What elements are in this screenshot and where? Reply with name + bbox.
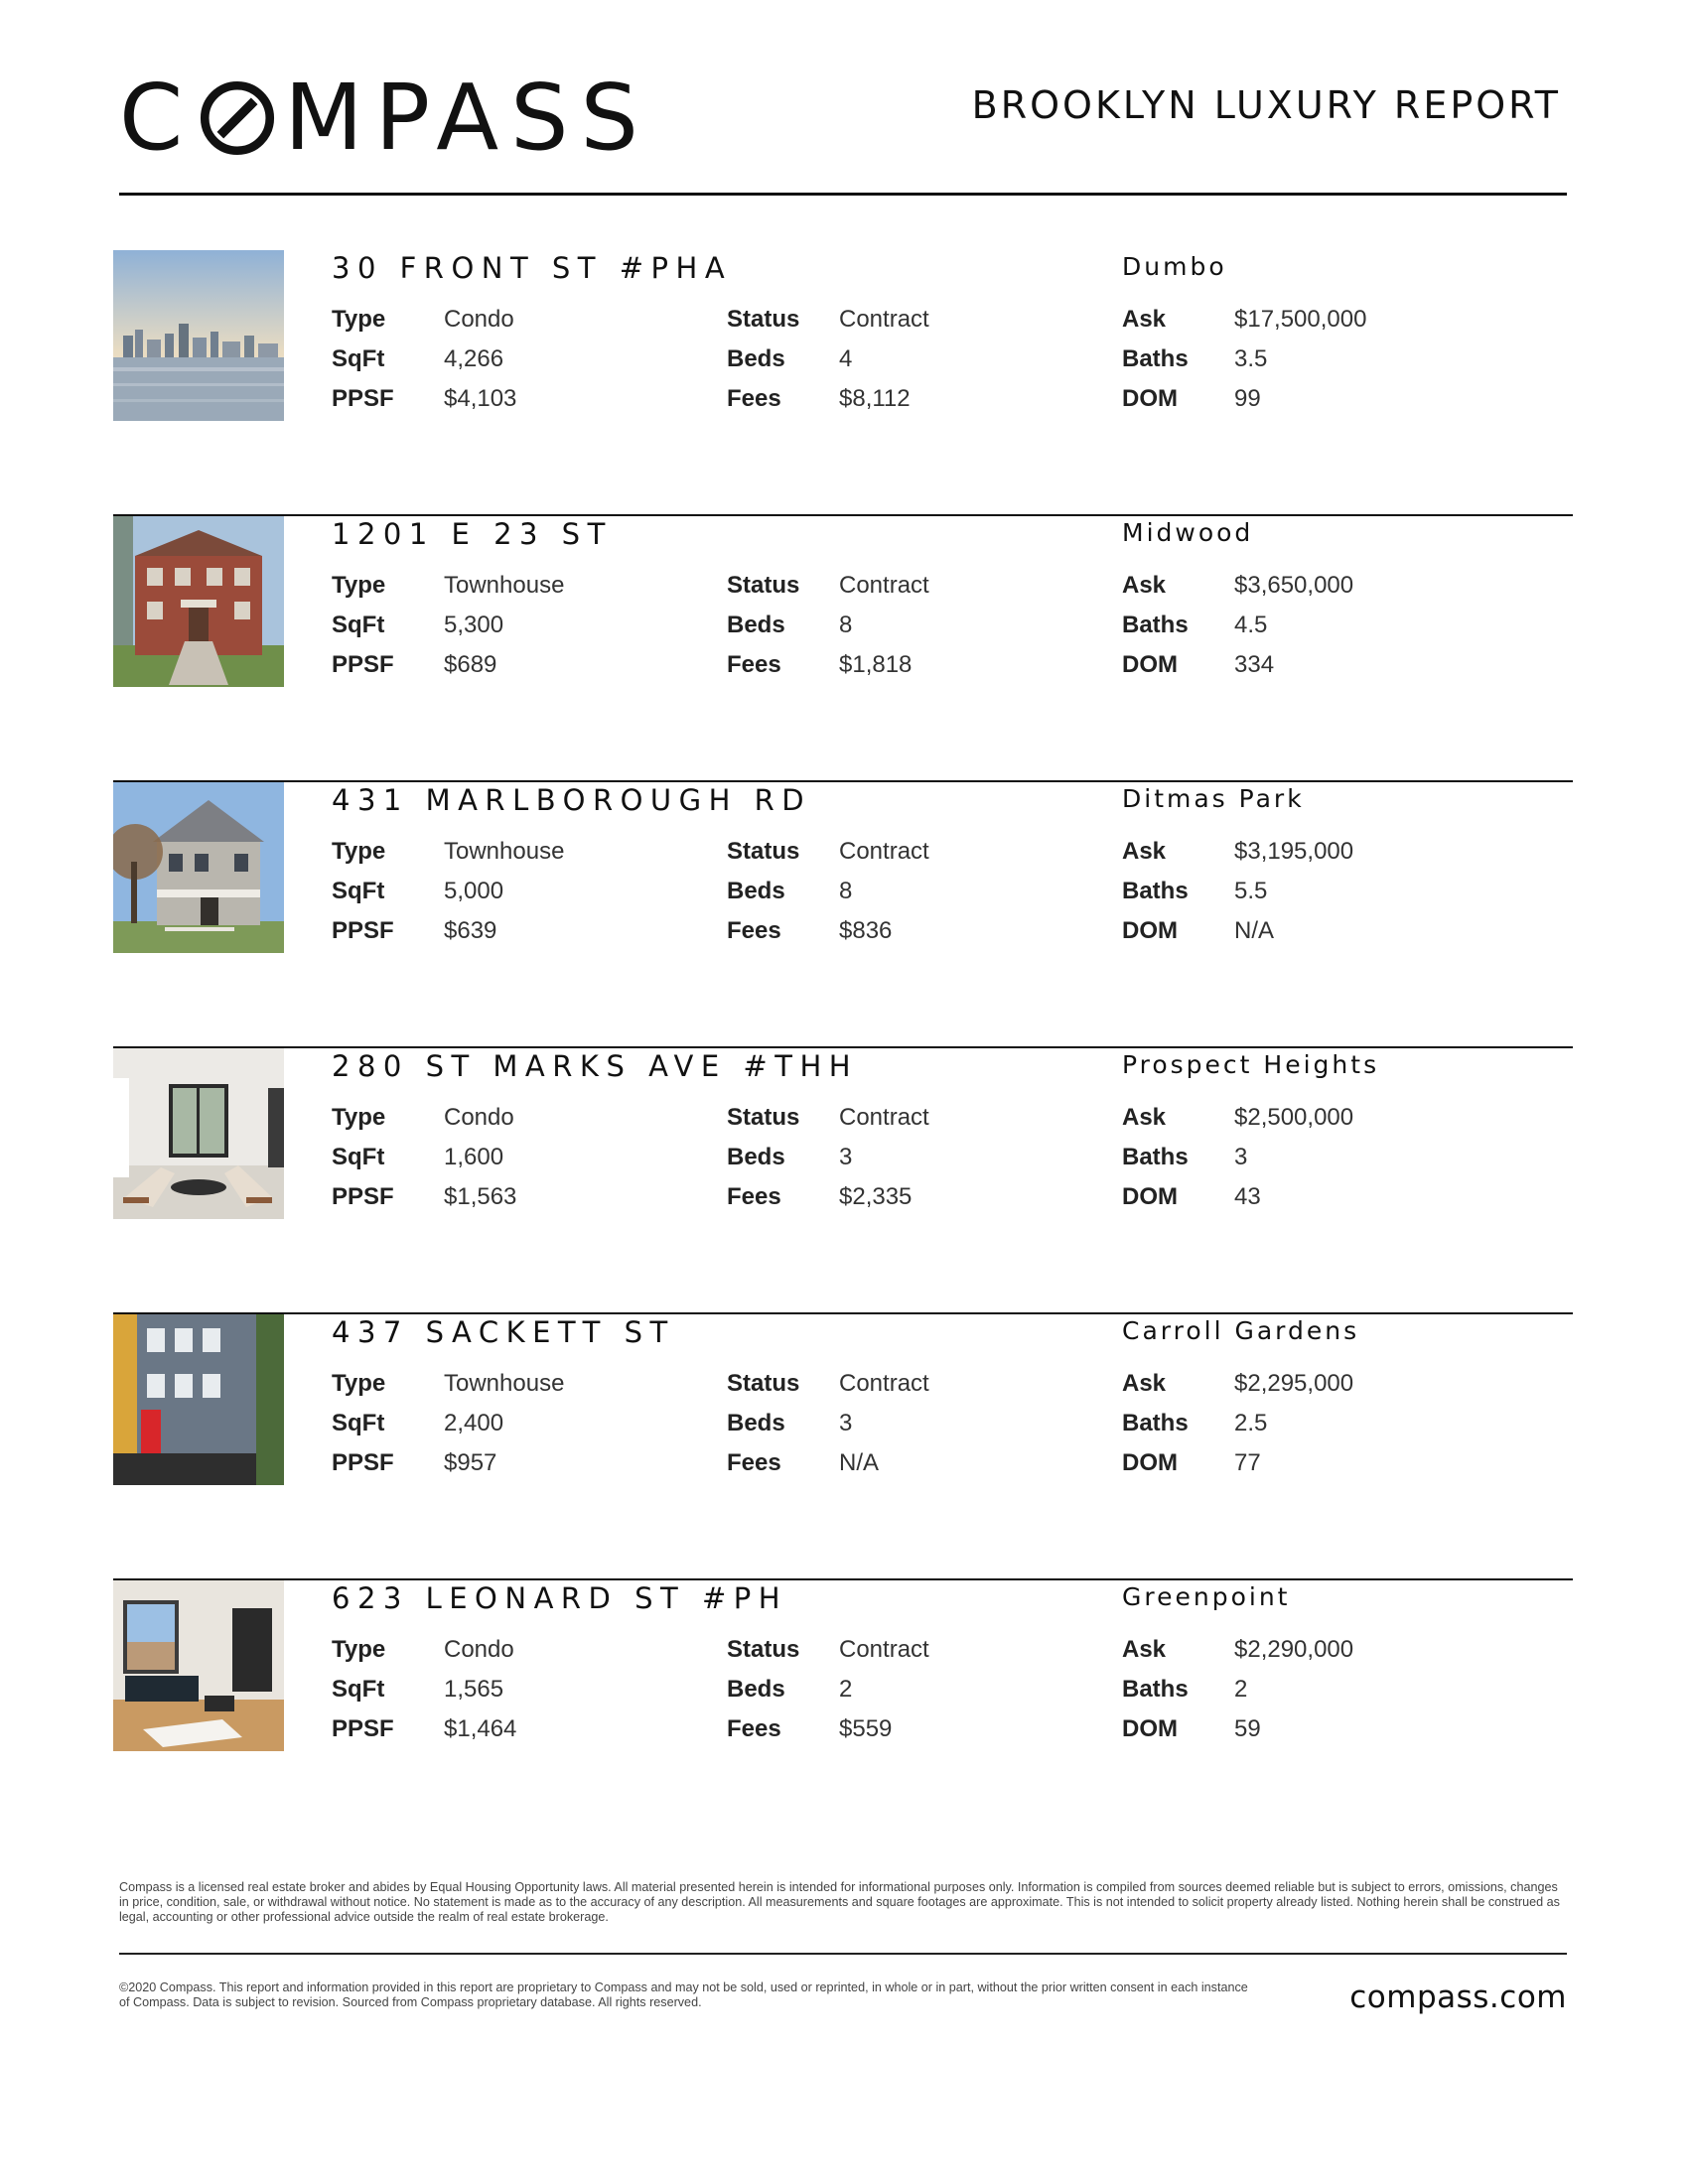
ask-label: Ask: [1122, 306, 1167, 333]
ask-value: $2,500,000: [1234, 1104, 1354, 1131]
sqft-label: SqFt: [332, 1676, 385, 1703]
beds-label: Beds: [727, 878, 785, 904]
details-col-2: [727, 1098, 929, 1217]
listing-card: [113, 516, 1573, 782]
skyline-photo-icon: [113, 250, 284, 421]
sqft-label: SqFt: [332, 878, 385, 904]
sqft-label: SqFt: [332, 1144, 385, 1170]
status-label: Status: [727, 306, 800, 333]
status-value: Contract: [839, 306, 929, 333]
sqft-value: 5,300: [444, 612, 504, 638]
dom-label: DOM: [1122, 1449, 1178, 1476]
dom-value: 99: [1234, 385, 1261, 412]
ask-value: $2,290,000: [1234, 1636, 1354, 1663]
sqft-label: SqFt: [332, 612, 385, 638]
sqft-value: 1,565: [444, 1676, 504, 1703]
beds-value: 8: [839, 878, 853, 904]
status-label: Status: [727, 838, 800, 865]
type-label: Type: [332, 1370, 386, 1397]
property-photo: [113, 1580, 284, 1751]
listing-address: 30 FRONT ST #PHA: [332, 251, 733, 285]
penthouse-living-room-photo-icon: [113, 1580, 284, 1751]
status-label: Status: [727, 1370, 800, 1397]
dom-label: DOM: [1122, 651, 1178, 678]
details-col-3: [1122, 566, 1353, 685]
ask-value: $3,195,000: [1234, 838, 1354, 865]
listing-card: [113, 1314, 1573, 1580]
ask-label: Ask: [1122, 1636, 1167, 1663]
living-room-photo-icon: [113, 1048, 284, 1219]
details-col-1: [332, 300, 516, 419]
details-col-1: [332, 1630, 516, 1749]
type-label: Type: [332, 1104, 386, 1131]
status-value: Contract: [839, 572, 929, 599]
type-label: Type: [332, 572, 386, 599]
details-col-3: [1122, 300, 1366, 419]
details-col-2: [727, 1364, 929, 1483]
ppsf-label: PPSF: [332, 651, 394, 678]
fees-label: Fees: [727, 1449, 781, 1476]
listing-address: 437 SACKETT ST: [332, 1315, 675, 1349]
fees-label: Fees: [727, 917, 781, 944]
listing-address: 1201 E 23 ST: [332, 517, 613, 551]
dom-value: 59: [1234, 1715, 1261, 1742]
listing-address: 623 LEONARD ST #PH: [332, 1581, 788, 1615]
ppsf-label: PPSF: [332, 917, 394, 944]
baths-label: Baths: [1122, 1676, 1189, 1703]
listing-neighborhood: Prospect Heights: [1122, 1050, 1380, 1079]
dom-value: N/A: [1234, 917, 1275, 944]
dom-value: 77: [1234, 1449, 1261, 1476]
ask-label: Ask: [1122, 838, 1167, 865]
brick-house-photo-icon: [113, 516, 284, 687]
baths-value: 3.5: [1234, 345, 1268, 372]
beds-label: Beds: [727, 345, 785, 372]
type-label: Type: [332, 306, 386, 333]
fees-value: N/A: [839, 1449, 880, 1476]
type-label: Type: [332, 1636, 386, 1663]
beds-label: Beds: [727, 1410, 785, 1436]
status-value: Contract: [839, 1636, 929, 1663]
fees-label: Fees: [727, 1715, 781, 1742]
baths-value: 2.5: [1234, 1410, 1268, 1436]
listing-card: [113, 1580, 1573, 1846]
ppsf-value: $1,563: [444, 1183, 517, 1210]
baths-label: Baths: [1122, 1410, 1189, 1436]
details-col-1: [332, 1364, 564, 1483]
dom-value: 334: [1234, 651, 1275, 678]
listing-neighborhood: Dumbo: [1122, 252, 1227, 281]
details-col-2: [727, 566, 929, 685]
property-photo: [113, 782, 284, 953]
listing-neighborhood: Carroll Gardens: [1122, 1316, 1360, 1345]
ppsf-label: PPSF: [332, 1183, 394, 1210]
status-label: Status: [727, 572, 800, 599]
logo-text-left: C: [119, 65, 196, 171]
listing-address: 431 MARLBOROUGH RD: [332, 783, 812, 817]
type-value: Condo: [444, 306, 514, 333]
ask-label: Ask: [1122, 1370, 1167, 1397]
fees-value: $2,335: [839, 1183, 913, 1210]
beds-value: 3: [839, 1410, 853, 1436]
status-value: Contract: [839, 838, 929, 865]
status-label: Status: [727, 1636, 800, 1663]
beds-value: 2: [839, 1676, 853, 1703]
type-value: Townhouse: [444, 572, 565, 599]
baths-value: 5.5: [1234, 878, 1268, 904]
property-photo: [113, 1314, 284, 1485]
ask-label: Ask: [1122, 1104, 1167, 1131]
ppsf-label: PPSF: [332, 385, 394, 412]
ppsf-label: PPSF: [332, 1449, 394, 1476]
baths-label: Baths: [1122, 612, 1189, 638]
fees-value: $1,818: [839, 651, 913, 678]
sqft-value: 4,266: [444, 345, 504, 372]
sqft-label: SqFt: [332, 1410, 385, 1436]
baths-value: 3: [1234, 1144, 1248, 1170]
dom-label: DOM: [1122, 917, 1178, 944]
listing-neighborhood: Greenpoint: [1122, 1582, 1291, 1611]
ppsf-value: $4,103: [444, 385, 517, 412]
type-label: Type: [332, 838, 386, 865]
report-title: BROOKLYN LUXURY REPORT: [971, 83, 1561, 127]
details-col-1: [332, 1098, 516, 1217]
listing-card: [113, 782, 1573, 1048]
baths-value: 4.5: [1234, 612, 1268, 638]
dom-label: DOM: [1122, 385, 1178, 412]
property-photo: [113, 250, 284, 421]
type-value: Condo: [444, 1636, 514, 1663]
baths-label: Baths: [1122, 345, 1189, 372]
sqft-label: SqFt: [332, 345, 385, 372]
header-divider: [119, 193, 1567, 196]
dom-label: DOM: [1122, 1715, 1178, 1742]
details-col-2: [727, 832, 929, 951]
details-col-3: [1122, 1630, 1353, 1749]
beds-label: Beds: [727, 612, 785, 638]
dom-label: DOM: [1122, 1183, 1178, 1210]
baths-label: Baths: [1122, 878, 1189, 904]
ask-value: $2,295,000: [1234, 1370, 1354, 1397]
copyright-notice: ©2020 Compass. This report and information provided in this report are proprietary to Compass and may not be sold, used or reprinted, in whole or in part, without the prior written consent in each instance of Compass. Data is subject to revision. Sourced from Compass proprietary database. All rights reserved.: [119, 1980, 1248, 2009]
details-col-1: [332, 566, 564, 685]
details-col-3: [1122, 1098, 1353, 1217]
status-value: Contract: [839, 1370, 929, 1397]
footer-divider: [119, 1953, 1567, 1955]
website-link[interactable]: compass.com: [1349, 1979, 1567, 2015]
fees-label: Fees: [727, 651, 781, 678]
beds-label: Beds: [727, 1144, 785, 1170]
status-value: Contract: [839, 1104, 929, 1131]
logo-text-right: MPASS: [284, 65, 650, 171]
listing-neighborhood: Midwood: [1122, 518, 1254, 547]
fees-value: $8,112: [839, 385, 911, 412]
listing-address: 280 ST MARKS AVE #THH: [332, 1049, 859, 1083]
details-col-2: [727, 300, 929, 419]
sqft-value: 1,600: [444, 1144, 504, 1170]
ppsf-label: PPSF: [332, 1715, 394, 1742]
type-value: Condo: [444, 1104, 514, 1131]
brownstone-photo-icon: [113, 1314, 284, 1485]
fees-value: $836: [839, 917, 893, 944]
compass-o-icon: [199, 79, 276, 157]
listing-neighborhood: Ditmas Park: [1122, 784, 1305, 813]
dom-value: 43: [1234, 1183, 1261, 1210]
type-value: Townhouse: [444, 838, 565, 865]
listing-card: [113, 1048, 1573, 1314]
victorian-house-photo-icon: [113, 782, 284, 953]
ppsf-value: $957: [444, 1449, 497, 1476]
status-label: Status: [727, 1104, 800, 1131]
details-col-2: [727, 1630, 929, 1749]
beds-value: 3: [839, 1144, 853, 1170]
compass-logo: [119, 65, 650, 171]
legal-disclaimer: Compass is a licensed real estate broker and abides by Equal Housing Opportunity laws. All material presented herein is intended for informational purposes only. Information is compiled from sources deemed reliable but is subject to errors, omissions, changes in price, condition, sale, or withdrawal without notice. No statement is made as to the accuracy of any description. All measurements and square footages are approximate. This is not intended to solicit property already listed. Nothing herein shall be construed as legal, accounting or other professional advice outside the realm of real estate brokerage.: [119, 1880, 1560, 1924]
baths-label: Baths: [1122, 1144, 1189, 1170]
details-col-3: [1122, 832, 1353, 951]
sqft-value: 5,000: [444, 878, 504, 904]
property-photo: [113, 516, 284, 687]
property-photo: [113, 1048, 284, 1219]
ask-label: Ask: [1122, 572, 1167, 599]
ppsf-value: $639: [444, 917, 497, 944]
fees-label: Fees: [727, 1183, 781, 1210]
fees-value: $559: [839, 1715, 893, 1742]
details-col-1: [332, 832, 564, 951]
ppsf-value: $1,464: [444, 1715, 517, 1742]
sqft-value: 2,400: [444, 1410, 504, 1436]
ppsf-value: $689: [444, 651, 497, 678]
beds-value: 8: [839, 612, 853, 638]
beds-label: Beds: [727, 1676, 785, 1703]
ask-value: $3,650,000: [1234, 572, 1354, 599]
type-value: Townhouse: [444, 1370, 565, 1397]
fees-label: Fees: [727, 385, 781, 412]
baths-value: 2: [1234, 1676, 1248, 1703]
ask-value: $17,500,000: [1234, 306, 1367, 333]
details-col-3: [1122, 1364, 1353, 1483]
beds-value: 4: [839, 345, 853, 372]
listing-card: [113, 250, 1573, 516]
